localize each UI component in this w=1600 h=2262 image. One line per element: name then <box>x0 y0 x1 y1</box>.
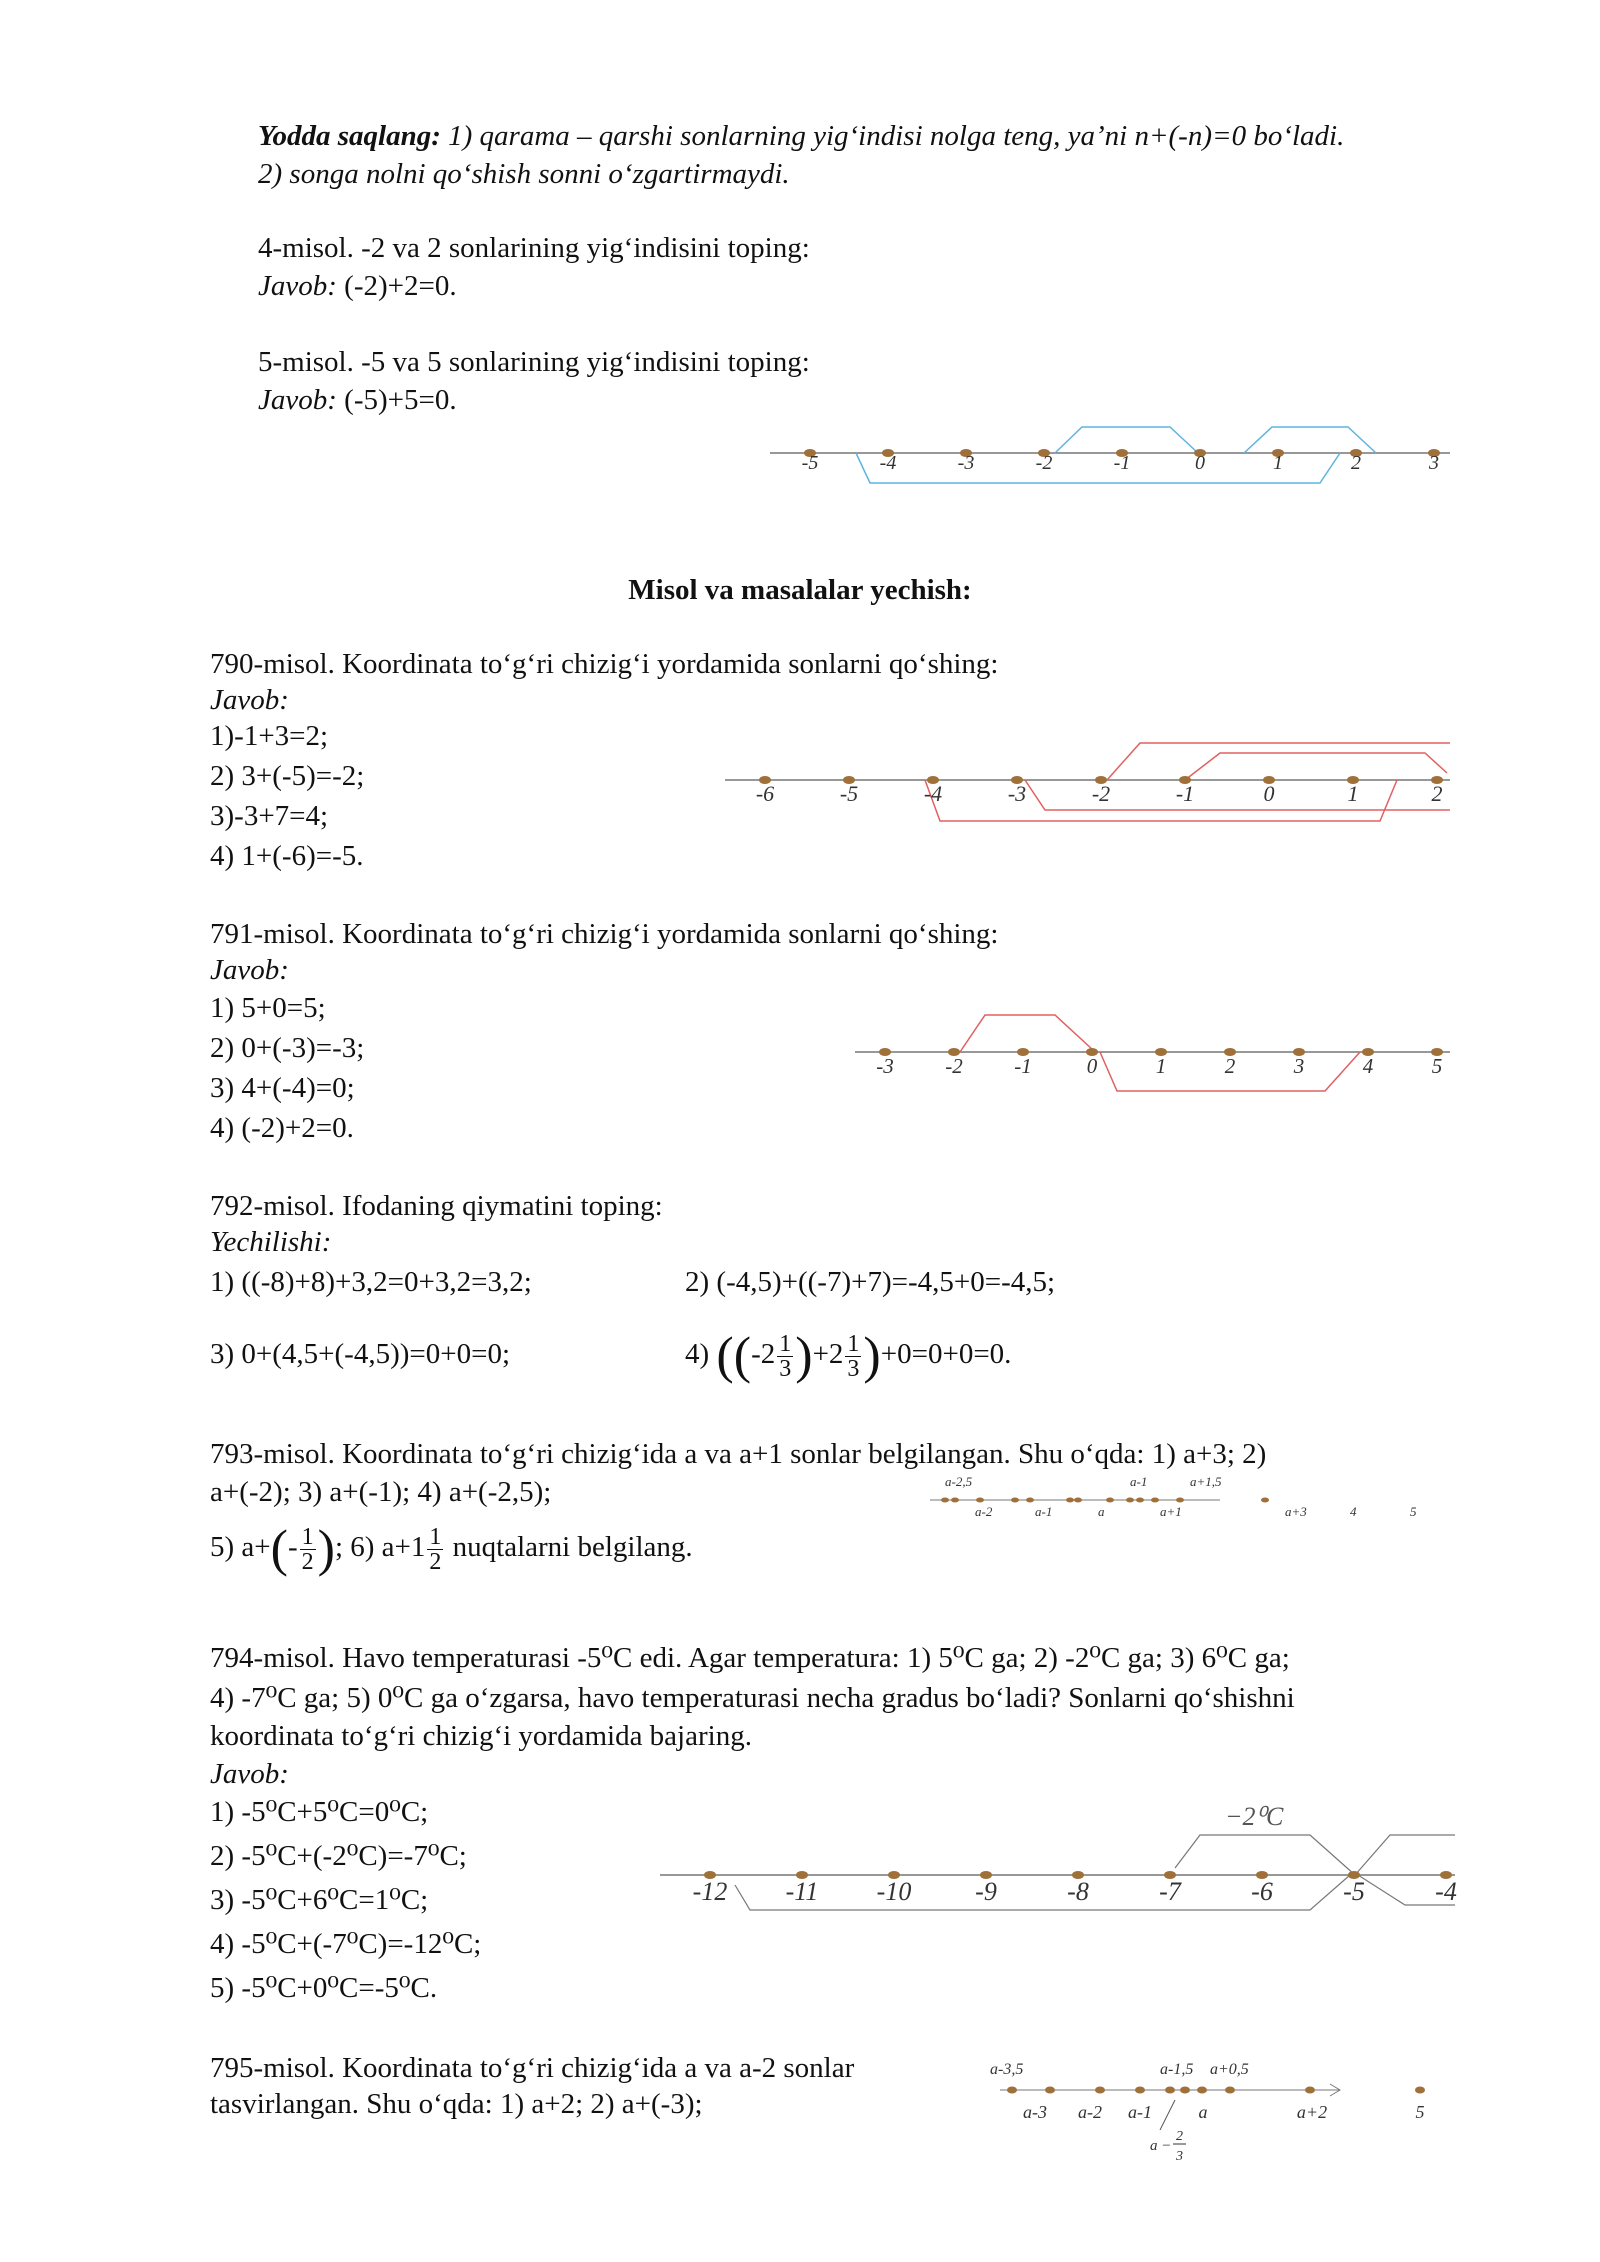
nl793-bottom-label: 4 <box>1350 1504 1357 1519</box>
nl791-tick-label: -3 <box>876 1054 894 1078</box>
nl793-top-label: a-2,5 <box>945 1474 973 1489</box>
nl790-tick-label: -4 <box>923 781 943 806</box>
ex792-item-1: 1) ((-8)+8)+3,2=0+3,2=3,2; <box>210 1266 532 1298</box>
ex794-answer-4: 4) -5⁰C+(-7⁰C)=-12⁰C; <box>210 1928 482 1960</box>
nl793-dot <box>1261 1498 1269 1503</box>
ex791-answer-label: Javob: <box>210 954 289 986</box>
nl795-top-label: a+0,5 <box>1210 2061 1249 2078</box>
ex792-item-2: 2) (-4,5)+((-7)+7)=-4,5+0=-4,5; <box>685 1266 1056 1298</box>
ex794-answer-5: 5) -5⁰C+0⁰C=-5⁰C. <box>210 1972 438 2004</box>
nl794-tick-label: -6 <box>1251 1877 1273 1906</box>
nl793-top-label: a+1,5 <box>1190 1474 1222 1489</box>
ex794-line-1: 794-misol. Havo temperaturasi -5⁰C edi. Agar temperatura: 1) 5⁰C ga; 2) -2⁰C ga; 3) 6⁰C ga; <box>210 1642 1290 1674</box>
ex5-answer <box>258 382 457 418</box>
ex790-answer-4: 4) 1+(-6)=-5. <box>210 840 364 872</box>
nl1-tick-label: -3 <box>957 452 975 474</box>
nl795-dot <box>1415 2087 1425 2094</box>
nl793-bottom-label: a+1 <box>1160 1504 1182 1519</box>
nl793-bottom-label: a-2 <box>975 1504 993 1519</box>
nl793-bottom-label: a-1 <box>1035 1504 1053 1519</box>
ex791-answer-2: 2) 0+(-3)=-3; <box>210 1032 365 1064</box>
nl795-frac-var: a − <box>1150 2138 1172 2154</box>
nl793-dot <box>1066 1498 1074 1503</box>
nl790-tick-label: -3 <box>1007 781 1027 806</box>
nl795-bottom-label: a-3 <box>1023 2102 1047 2122</box>
nl793-dot <box>1026 1498 1034 1503</box>
nl795-top-label: a-3,5 <box>990 2061 1024 2078</box>
nl795-dot <box>1180 2087 1190 2094</box>
ex792-item-4-prefix: 4) <box>685 1338 710 1370</box>
ex793-line-2: a+(-2); 3) a+(-1); 4) a+(-2,5); <box>210 1476 552 1508</box>
ex792-solution-label: Yechilishi: <box>210 1226 332 1258</box>
ex4-task: 4-misol. -2 va 2 sonlarining yig‘indisini toping: <box>258 232 810 264</box>
number-line-795 <box>990 2050 1450 2170</box>
nl791-tick-label: 4 <box>1362 1054 1374 1078</box>
nl793-dot <box>1151 1498 1159 1503</box>
nl791-tick-label: 3 <box>1293 1054 1305 1078</box>
nl790-tick-label: -2 <box>1091 781 1111 806</box>
ex792-frac-1: $\frac{1}{3}$ <box>779 1330 792 1382</box>
number-line-790 <box>725 735 1450 845</box>
nl794-tick-label: -12 <box>692 1877 728 1906</box>
ex791-answer-1: 1) 5+0=5; <box>210 992 326 1024</box>
nl791-tick-label: -1 <box>1014 1054 1032 1078</box>
nl1-tick-label: -4 <box>879 452 897 474</box>
section-title: Misol va masalalar yechish: <box>628 574 972 606</box>
nl794-tick-label: -7 <box>1159 1877 1181 1906</box>
nl793-bottom-label: a <box>1098 1504 1105 1519</box>
ex792-item-4: 4) ((-2 $\frac{1}{3}$ )+2 $\frac{1}{3}$ )+0=0+0=0. <box>685 1327 1012 1385</box>
ex791-answer-4: 4) (-2)+2=0. <box>210 1112 354 1144</box>
nl793-dot <box>1176 1498 1184 1503</box>
number-line-794 <box>660 1790 1455 1930</box>
nl1-tick-label: -2 <box>1035 452 1053 474</box>
remember-text-2: 2) songa nolni qo‘shish sonni o‘zgartirmaydi. <box>258 158 790 190</box>
ex795-line-2: tasvirlangan. Shu o‘qda: 1) a+2; 2) a+(-3); <box>210 2088 703 2120</box>
ex794-answer-3: 3) -5⁰C+6⁰C=1⁰C; <box>210 1884 429 1916</box>
ex792-item-4-a: -2 <box>751 1338 776 1370</box>
ex792-item-4-b: +2 <box>812 1338 844 1370</box>
nl794-tick-label: -8 <box>1067 1877 1089 1906</box>
nl795-bottom-label: a-1 <box>1128 2102 1152 2122</box>
nl793-dot <box>941 1498 949 1503</box>
remember-label: Yodda saqlang: <box>258 120 441 152</box>
nl793-dot <box>1011 1498 1019 1503</box>
ex794-answer-label: Javob: <box>210 1758 289 1790</box>
ex790-answer-label: Javob: <box>210 684 289 716</box>
nl1-tick-label: 2 <box>1351 452 1361 474</box>
ex790-answer-1: 1)-1+3=2; <box>210 720 329 752</box>
nl795-frac-num: 2 <box>1176 2129 1183 2144</box>
ex794-line-3: koordinata to‘g‘ri chizig‘i yordamida bajaring. <box>210 1720 752 1752</box>
nl795-dot <box>1007 2087 1017 2094</box>
number-line-793 <box>920 1470 1430 1530</box>
ex5-answer-label: Javob: <box>258 384 337 416</box>
nl790-tick-label: -1 <box>1175 781 1195 806</box>
nl795-bottom-label: a+2 <box>1296 2102 1328 2122</box>
ex795-line-1: 795-misol. Koordinata to‘g‘ri chizig‘ida a va a-2 sonlar <box>210 2052 855 2084</box>
nl791-tick-label: 2 <box>1224 1054 1236 1078</box>
number-line-1 <box>760 415 1450 495</box>
nl794-tick-label: -10 <box>876 1877 912 1906</box>
nl795-dot <box>1045 2087 1055 2094</box>
nl791-tick-label: 0 <box>1086 1054 1098 1078</box>
nl793-bottom-label: a+3 <box>1285 1504 1307 1519</box>
ex792-task: 792-misol. Ifodaning qiymatini toping: <box>210 1190 663 1222</box>
nl793-dot <box>1126 1498 1134 1503</box>
nl795-bottom-label: a-2 <box>1078 2102 1102 2122</box>
ex790-answer-3: 3)-3+7=4; <box>210 800 329 832</box>
nl795-frac-den: 3 <box>1176 2149 1183 2164</box>
ex791-task: 791-misol. Koordinata to‘g‘ri chizig‘i yordamida sonlarni qo‘shing: <box>210 918 999 950</box>
nl791-tick-label: -2 <box>945 1054 963 1078</box>
ex5-task: 5-misol. -5 va 5 sonlarining yig‘indisini toping: <box>258 346 810 378</box>
remember-text-1: 1) qarama – qarshi sonlarning yig‘indisi nolga teng, ya’ni n+(-n)=0 bo‘ladi. <box>448 120 1345 152</box>
ex790-task: 790-misol. Koordinata to‘g‘ri chizig‘i yordamida sonlarni qo‘shing: <box>210 648 999 680</box>
nl795-bottom-label: a <box>1198 2102 1208 2122</box>
nl1-tick-label: -1 <box>1113 452 1131 474</box>
nl795-dot <box>1197 2087 1207 2094</box>
nl793-top-label: a-1 <box>1130 1474 1148 1489</box>
ex794-diagram-label: −2⁰C <box>1225 1802 1284 1831</box>
nl1-tick-label: -5 <box>801 452 819 474</box>
nl790-tick-label: -5 <box>839 781 859 806</box>
nl1-tick-label: 1 <box>1273 452 1283 474</box>
nl790-tick-label: 2 <box>1431 781 1443 806</box>
nl791-tick-label: 1 <box>1155 1054 1167 1078</box>
nl795-bottom-label: 5 <box>1415 2102 1425 2122</box>
nl790-tick-label: 0 <box>1263 781 1275 806</box>
remember-line-1 <box>258 118 1344 154</box>
ex791-answer-3: 3) 4+(-4)=0; <box>210 1072 355 1104</box>
ex794-line-2: 4) -7⁰C ga; 5) 0⁰C ga o‘zgarsa, havo temperaturasi necha gradus bo‘ladi? Sonlarni qo‘shishni <box>210 1682 1295 1714</box>
nl1-tick-label: 3 <box>1429 452 1439 474</box>
nl794-tick-label: -4 <box>1435 1877 1457 1906</box>
nl795-dot <box>1225 2087 1235 2094</box>
ex4-answer-value: (-2)+2=0. <box>344 270 457 302</box>
ex793-line-1: 793-misol. Koordinata to‘g‘ri chizig‘ida a va a+1 sonlar belgilangan. Shu o‘qda: 1) a+3; 2) <box>210 1438 1267 1470</box>
ex5-answer-value: (-5)+5=0. <box>344 384 457 416</box>
ex4-answer-label: Javob: <box>258 270 337 302</box>
nl791-tick-label: 5 <box>1431 1054 1443 1078</box>
nl1-tick-label: 0 <box>1195 452 1205 474</box>
nl793-dot <box>951 1498 959 1503</box>
nl795-dot <box>1305 2087 1315 2094</box>
nl794-tick-label: -9 <box>975 1877 997 1906</box>
nl793-dot <box>1074 1498 1082 1503</box>
ex792-item-4-suffix: +0=0+0=0. <box>880 1338 1012 1370</box>
nl794-tick-label: -5 <box>1343 1877 1365 1906</box>
ex792-item-3: 3) 0+(4,5+(-4,5))=0+0=0; <box>210 1338 511 1370</box>
ex793-line-3: 5) a+(- $\frac{1}{2}$ ); 6) a+1 $\frac{1}{2}$ nuqtalarni belgilang. <box>210 1520 693 1578</box>
nl793-dot <box>1106 1498 1114 1503</box>
nl795-top-label: a-1,5 <box>1160 2061 1194 2078</box>
ex792-frac-2: $\frac{1}{3}$ <box>847 1330 860 1382</box>
ex790-answer-2: 2) 3+(-5)=-2; <box>210 760 365 792</box>
nl794-tick-label: -11 <box>785 1877 819 1906</box>
ex4-answer <box>258 268 457 304</box>
nl795-dot <box>1135 2087 1145 2094</box>
nl793-dot <box>1136 1498 1144 1503</box>
nl793-dot <box>976 1498 984 1503</box>
ex794-answer-2: 2) -5⁰C+(-2⁰C)=-7⁰C; <box>210 1840 467 1872</box>
nl793-bottom-label: 5 <box>1410 1504 1417 1519</box>
ex794-answer-1: 1) -5⁰C+5⁰C=0⁰C; <box>210 1796 429 1828</box>
nl790-tick-label: -6 <box>755 781 775 806</box>
nl790-tick-label: 1 <box>1347 781 1359 806</box>
nl795-dot <box>1165 2087 1175 2094</box>
number-line-791 <box>855 1005 1450 1105</box>
nl795-dot <box>1095 2087 1105 2094</box>
